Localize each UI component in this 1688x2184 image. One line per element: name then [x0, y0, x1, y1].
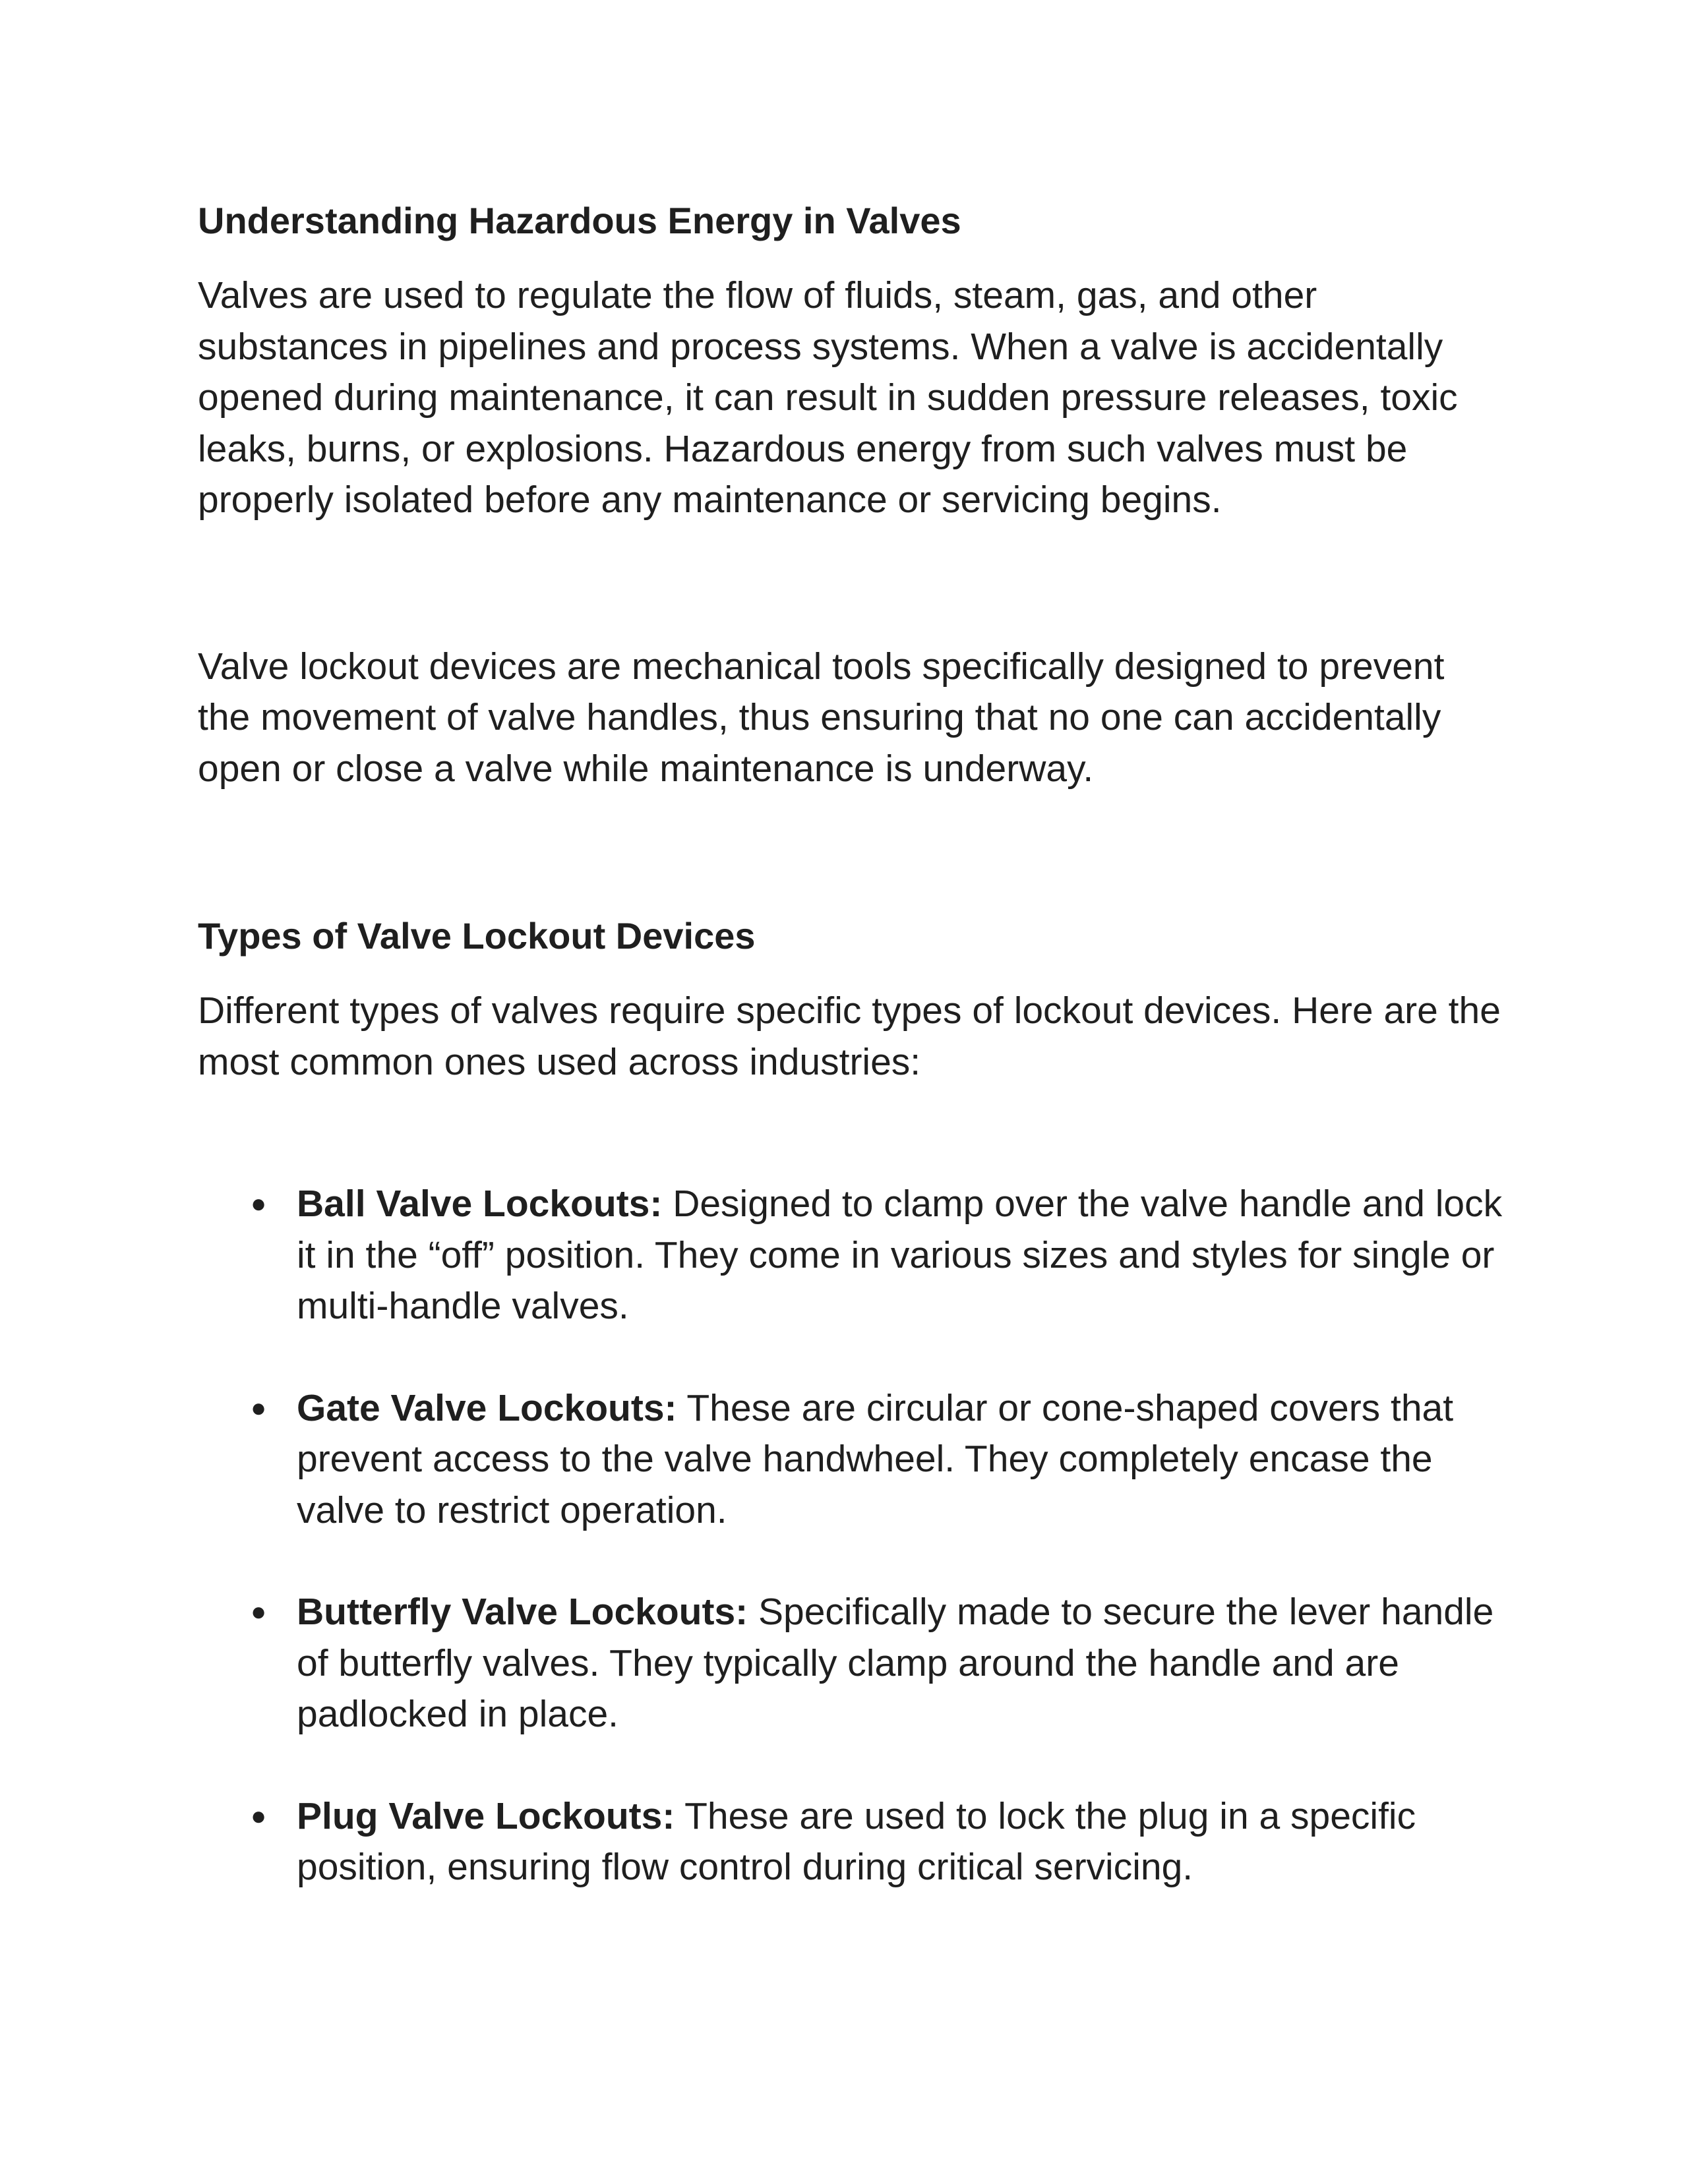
- list-item: [198, 1587, 1503, 1740]
- paragraph-valves-regulate-flow: Valves are used to regulate the flow of fluids, steam, gas, and other substances in pipelines and process systems. When a valve is accidentally opened during maintenance, it can result in sudden pressure releases, toxic leaks, burns, or explosions. Hazardous energy from such valves must be properly isolated before any maintenance or servicing begins.: [198, 274, 1458, 521]
- bullet-icon: ●: [251, 1393, 267, 1423]
- document-page: [198, 191, 1503, 1944]
- paragraph-types-intro: Different types of valves require specific types of lockout devices. Here are the most common ones used across industries:: [198, 989, 1501, 1083]
- paragraph-valve-lockout-devices: Valve lockout devices are mechanical tools specifically designed to prevent the movement of valve handles, thus ensuring that no one can accidentally open or close a valve while maintenance is underway.: [198, 645, 1445, 790]
- list-item-term: Gate Valve Lockouts:: [297, 1386, 677, 1429]
- list-item-text: Designed to clamp over the valve handle and lock it in the “off” position. They come in various sizes and styles for single or multi-handle valves.: [297, 1183, 1503, 1327]
- list-item-text: These are circular or cone-shaped covers that prevent access to the valve handwheel. They completely encase the valve to restrict operation.: [297, 1386, 1454, 1531]
- heading-hazardous-energy: Understanding Hazardous Energy in Valves: [198, 200, 961, 241]
- lockout-types-list: [198, 1179, 1503, 1893]
- list-item-text: These are used to lock the plug in a specific position, ensuring flow control during critical servicing.: [297, 1794, 1416, 1888]
- bullet-icon: ●: [251, 1189, 267, 1218]
- bullet-icon: ●: [251, 1597, 267, 1626]
- list-item-term: Ball Valve Lockouts:: [297, 1183, 663, 1225]
- list-item: [198, 1383, 1503, 1537]
- list-item: [198, 1179, 1503, 1332]
- heading-types-of-lockout-devices: Types of Valve Lockout Devices: [198, 915, 756, 957]
- list-item-term: Plug Valve Lockouts:: [297, 1794, 675, 1837]
- list-item-text: Specifically made to secure the lever handle of butterfly valves. They typically clamp around the handle and are padlocked in place.: [297, 1591, 1494, 1735]
- list-item: [198, 1791, 1503, 1893]
- list-item-term: Butterfly Valve Lockouts:: [297, 1591, 748, 1633]
- bullet-icon: ●: [251, 1801, 267, 1831]
